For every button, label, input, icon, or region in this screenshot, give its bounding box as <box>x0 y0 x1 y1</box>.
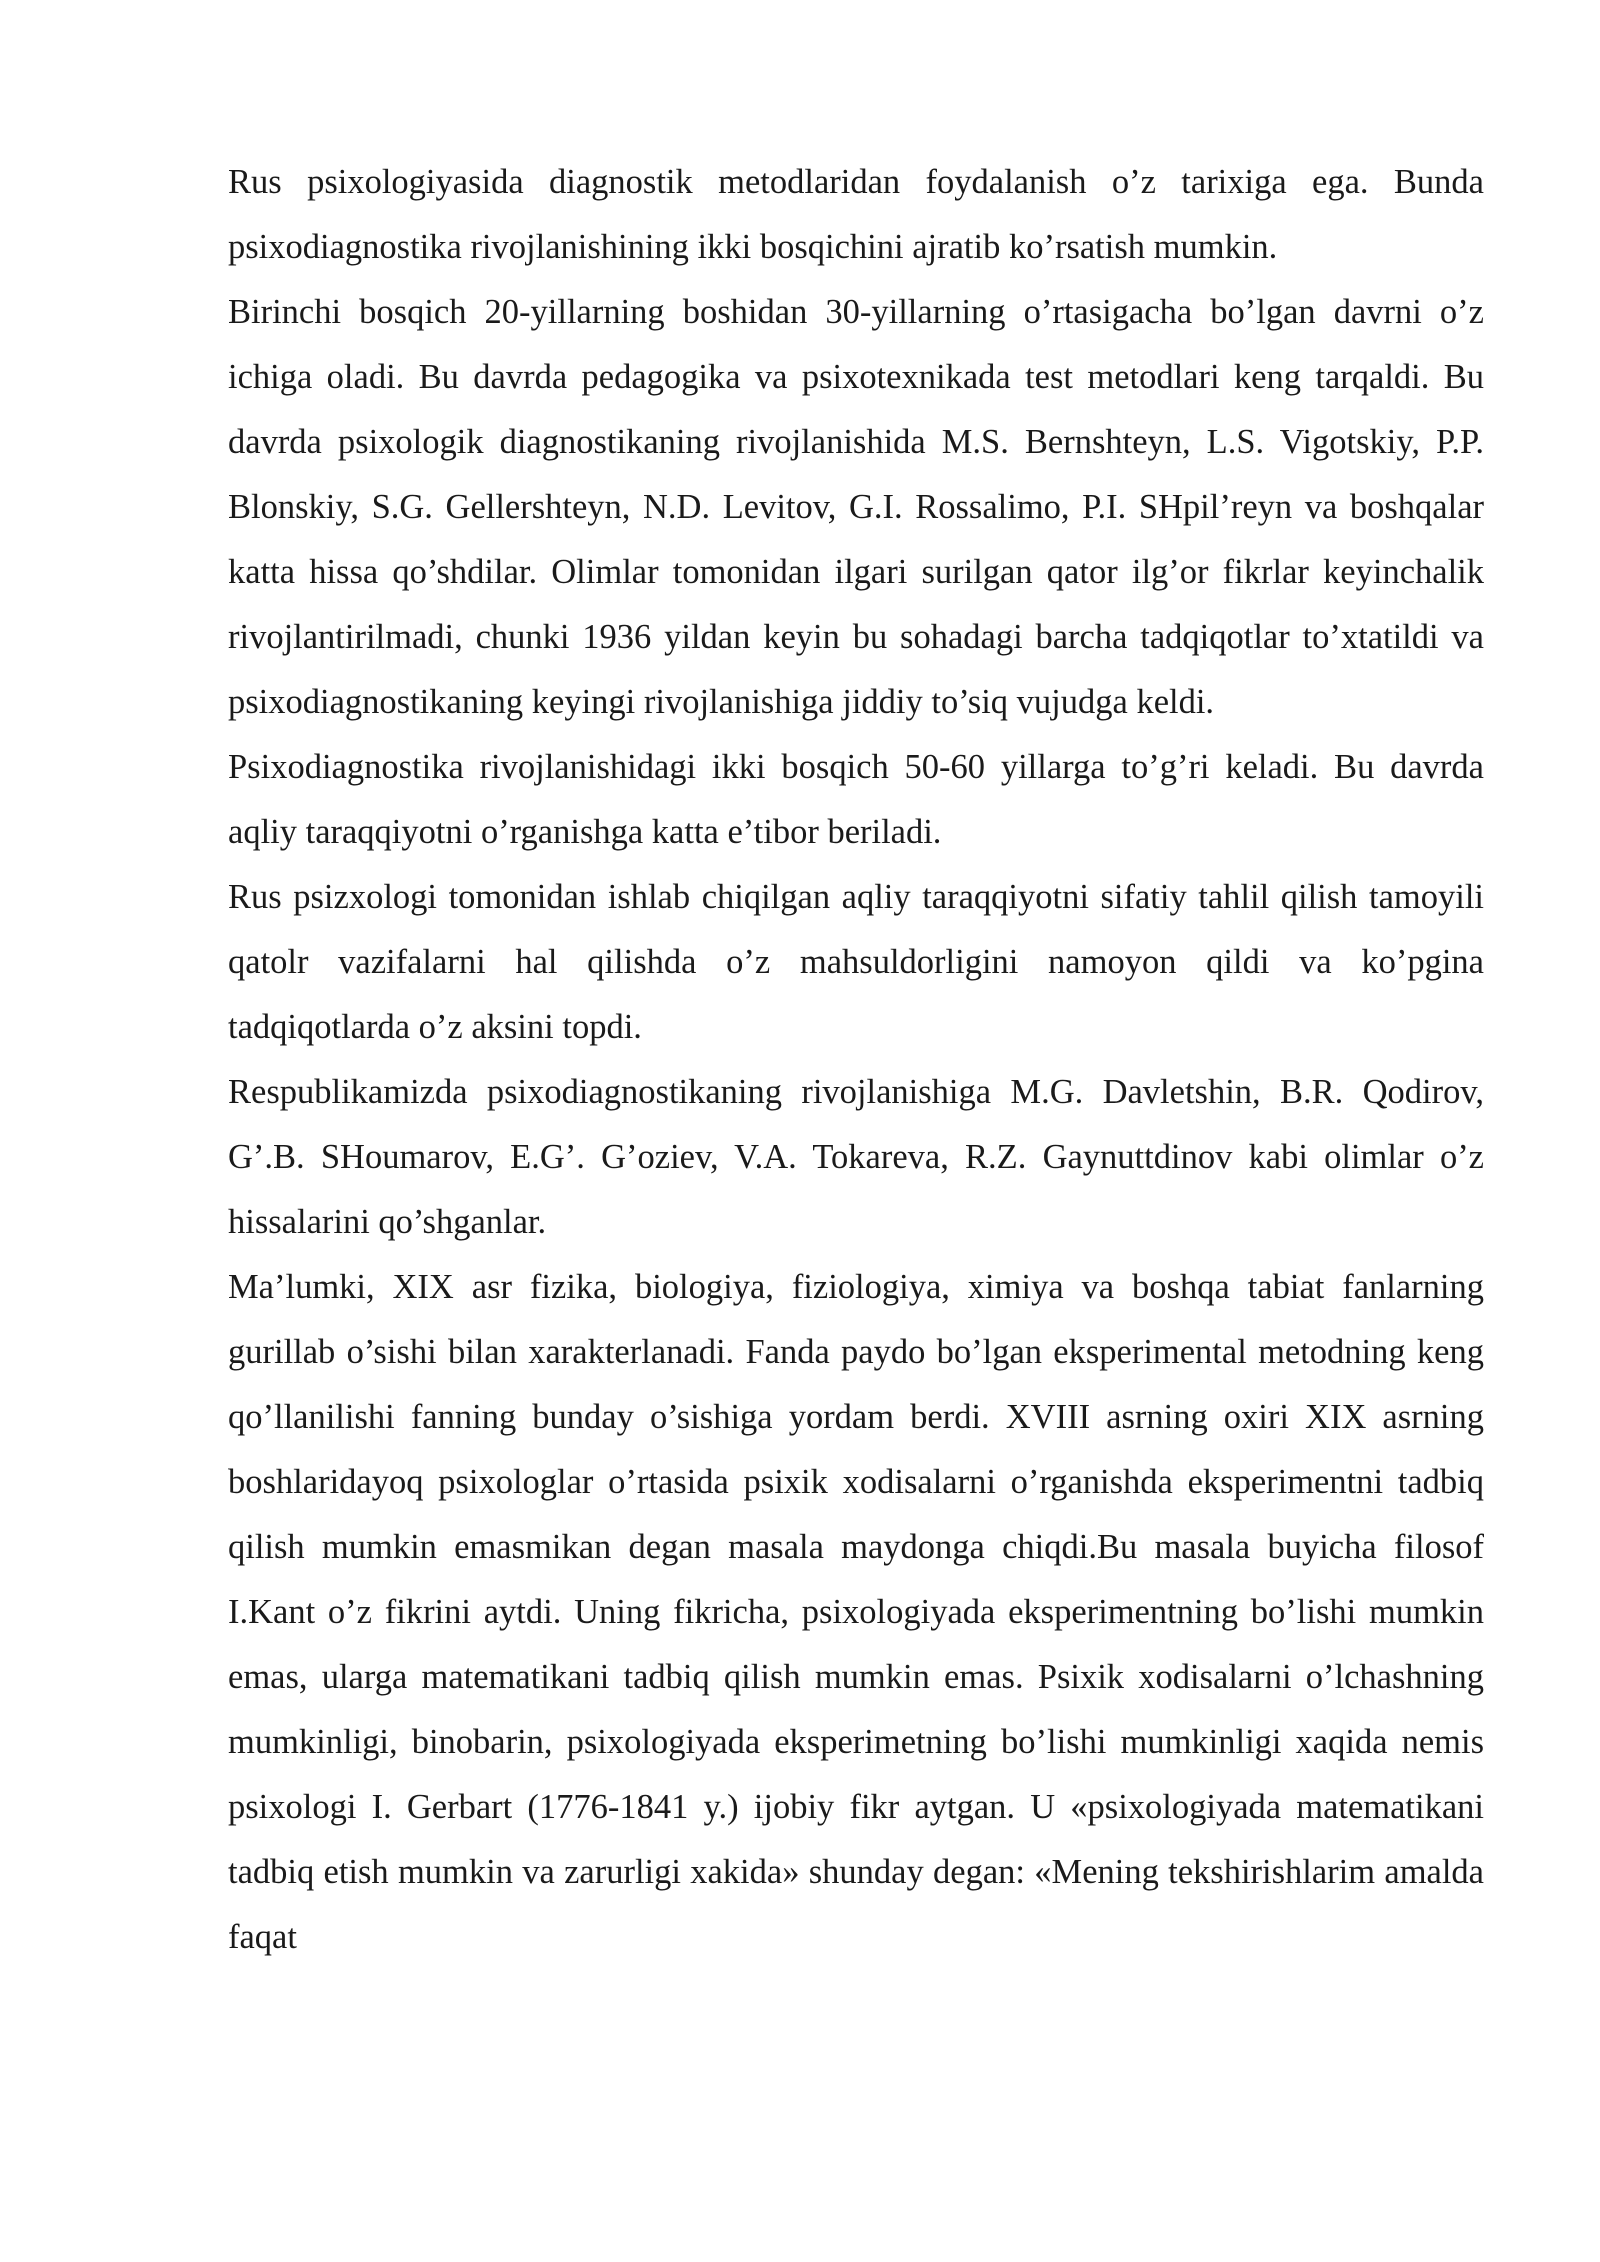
paragraph-experimental-method: Ma’lumki, XIX asr fizika, biologiya, fiziologiya, ximiya va boshqa tabiat fanlarning gurillab o’sishi bilan xarakterlanadi. Fanda paydo bo’lgan eksperimental metodning keng qo’llanilishi fanning bunday o’sishiga yordam berdi. XVIII asrning oxiri XIX asrning boshlaridayoq psixologlar o’rtasida psixik xodisalarni o’rganishda eksperimentni tadbiq qilish mumkin emasmikan degan masala maydonga chiqdi.Bu masala buyicha filosof I.Kant o’z fikrini aytdi. Uning fikricha, psixologiyada eksperimentning bo’lishi mumkin emas, ularga matematikani tadbiq qilish mumkin emas. Psixik xodisalarni o’lchashning mumkinligi, binobarin, psixologiyada eksperimetning bo’lishi mumkinligi xaqida nemis psixologi I. Gerbart (1776-1841 y.) ijobiy fikr aytgan. U «psixologiyada matematikani tadbiq etish mumkin va zarurligi xakida» shunday degan: «Mening tekshirishlarim amalda faqat <box>228 1268 1484 1956</box>
paragraph-diagnostic-history: Rus psixologiyasida diagnostik metodlaridan foydalanish o’z tarixiga ega. Bunda psixodiagnostika rivojlanishining ikki bosqichini ajratib ko’rsatish mumkin. <box>228 163 1484 266</box>
paragraph-first-stage: Birinchi bosqich 20-yillarning boshidan 30-yillarning o’rtasigacha bo’lgan davrni o’z ichiga oladi. Bu davrda pedagogika va psixotexnikada test metodlari keng tarqaldi. Bu davrda psixologik diagnostikaning rivojlanishida M.S. Bernshteyn, L.S. Vigotskiy, P.P. Blonskiy, S.G. Gellershteyn, N.D. Levitov, G.I. Rossalimo, P.I. SHpil’reyn va boshqalar katta hissa qo’shdilar. Olimlar tomonidan ilgari surilgan qator ilg’or fikrlar keyinchalik rivojlantirilmadi, chunki 1936 yildan keyin bu sohadagi barcha tadqiqotlar to’xtatildi va psixodiagnostikaning keyingi rivojlanishiga jiddiy to’siq vujudga keldi. <box>228 293 1484 721</box>
document-page <box>228 150 1484 1970</box>
paragraph-qualitative-analysis: Rus psizxologi tomonidan ishlab chiqilgan aqliy taraqqiyotni sifatiy tahlil qilish tamoyili qatolr vazifalarni hal qilishda o’z mahsuldorligini namoyon qildi va ko’pgina tadqiqotlarda o’z aksini topdi. <box>228 878 1484 1046</box>
paragraph-republic-scholars: Respublikamizda psixodiagnostikaning rivojlanishiga M.G. Davletshin, B.R. Qodirov, G’.B. SHoumarov, E.G’. G’oziev, V.A. Tokareva, R.Z. Gaynuttdinov kabi olimlar o’z hissalarini qo’shganlar. <box>228 1073 1484 1241</box>
paragraph-second-stage: Psixodiagnostika rivojlanishidagi ikki bosqich 50-60 yillarga to’g’ri keladi. Bu davrda aqliy taraqqiyotni o’rganishga katta e’tibor beriladi. <box>228 748 1484 851</box>
